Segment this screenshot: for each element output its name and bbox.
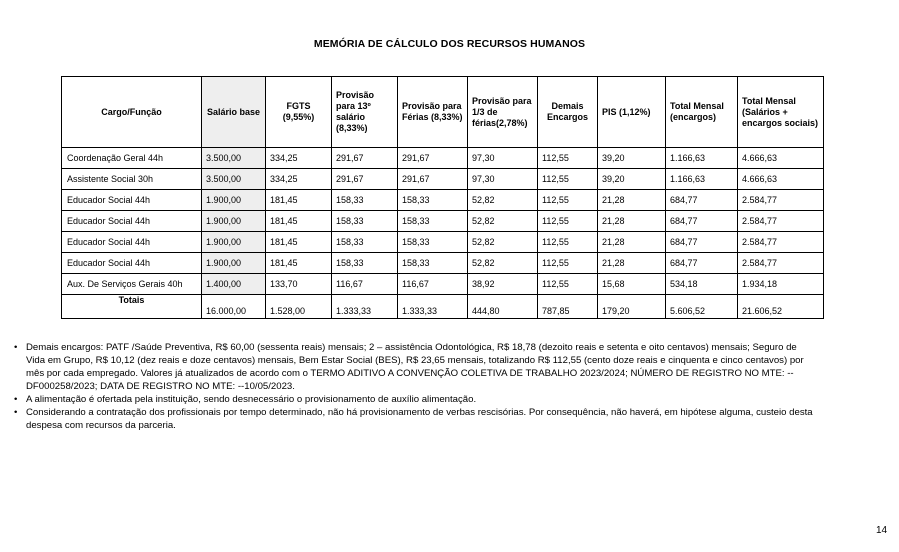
value-cell: 39,20 (598, 148, 666, 169)
value-cell: 1.400,00 (202, 274, 266, 295)
value-cell: 334,25 (266, 169, 332, 190)
note-text: A alimentação é ofertada pela instituição, sendo desnecessário o provisionamento de auxílio alimentação. (26, 394, 477, 405)
total-cell: 1.333,33 (398, 295, 468, 319)
value-cell: 2.584,77 (738, 190, 824, 211)
header-total-mensal: Total Mensal (Salários + encargos sociais) (738, 77, 824, 148)
value-cell: 181,45 (266, 232, 332, 253)
total-cell: 5.606,52 (666, 295, 738, 319)
cargo-cell: Assistente Social 30h (62, 169, 202, 190)
value-cell: 1.900,00 (202, 211, 266, 232)
value-cell: 97,30 (468, 169, 538, 190)
value-cell: 52,82 (468, 190, 538, 211)
table-header-row (62, 77, 824, 148)
header-ferias: Provisão para Férias (8,33%) (398, 77, 468, 148)
value-cell: 181,45 (266, 253, 332, 274)
value-cell: 2.584,77 (738, 253, 824, 274)
value-cell: 684,77 (666, 232, 738, 253)
value-cell: 158,33 (332, 232, 398, 253)
bullet-icon: • (14, 342, 18, 353)
value-cell: 116,67 (398, 274, 468, 295)
cargo-cell: Educador Social 44h (62, 253, 202, 274)
cargo-cell: Coordenação Geral 44h (62, 148, 202, 169)
total-cell: 1.528,00 (266, 295, 332, 319)
header-terco-ferias: Provisão para 1/3 de férias(2,78%) (468, 77, 538, 148)
value-cell: 112,55 (538, 169, 598, 190)
value-cell: 334,25 (266, 148, 332, 169)
note-item (14, 341, 814, 393)
value-cell: 112,55 (538, 190, 598, 211)
value-cell: 112,55 (538, 148, 598, 169)
value-cell: 158,33 (398, 232, 468, 253)
page-number: 14 (876, 525, 888, 536)
note-text: Considerando a contratação dos profissionais por tempo determinado, não há provisionamento de verbas rescisórias. Por consequência, não haverá, em hipótese alguma, custeio desta despesa com recursos da parceria. (26, 407, 813, 431)
header-fgts: FGTS (9,55%) (266, 77, 332, 148)
value-cell: 684,77 (666, 253, 738, 274)
value-cell: 3.500,00 (202, 148, 266, 169)
value-cell: 684,77 (666, 211, 738, 232)
value-cell: 97,30 (468, 148, 538, 169)
note-text: Demais encargos: PATF /Saúde Preventiva, R$ 60,00 (sessenta reais) mensais; 2 – assistência Odontológica, R$ 18,78 (dezoito reais e setenta e oito centavos) mensais; Seguro de Vida em Grupo, R$ 10,12 (dez reais e doze centavos) mensais, Bem Estar Social (BES), R$ 23,65 mensais, totalizando R$ 112,55 (cento doze reais e cinquenta e cinco centavos) por mês por cada empregado. Valores já atualizados de acordo com o TERMO ADITIVO A CONVENÇÃO COLETIVA DE TRABALHO 2023/2024; NÚMERO DE REGISTRO NO MTE: --DF000258/2023; DATA DE REGISTRO NO MTE: --10/05/2023. (26, 342, 804, 392)
value-cell: 158,33 (398, 253, 468, 274)
totals-label: Totais (62, 295, 202, 319)
value-cell: 133,70 (266, 274, 332, 295)
header-total-encargos: Total Mensal (encargos) (666, 77, 738, 148)
total-cell: 16.000,00 (202, 295, 266, 319)
value-cell: 291,67 (332, 169, 398, 190)
table-row (62, 232, 824, 253)
note-item (14, 393, 814, 406)
value-cell: 2.584,77 (738, 211, 824, 232)
value-cell: 52,82 (468, 253, 538, 274)
value-cell: 21,28 (598, 211, 666, 232)
header-demais-encargos: Demais Encargos (538, 77, 598, 148)
total-cell: 21.606,52 (738, 295, 824, 319)
value-cell: 4.666,63 (738, 148, 824, 169)
notes-list (14, 341, 814, 432)
header-salario: Salário base (202, 77, 266, 148)
value-cell: 181,45 (266, 190, 332, 211)
value-cell: 21,28 (598, 190, 666, 211)
value-cell: 1.900,00 (202, 253, 266, 274)
table-row (62, 169, 824, 190)
total-cell: 179,20 (598, 295, 666, 319)
totals-row (62, 295, 824, 319)
value-cell: 4.666,63 (738, 169, 824, 190)
value-cell: 158,33 (332, 211, 398, 232)
table-body (62, 148, 824, 295)
value-cell: 1.166,63 (666, 169, 738, 190)
cargo-cell: Educador Social 44h (62, 190, 202, 211)
value-cell: 1.166,63 (666, 148, 738, 169)
value-cell: 39,20 (598, 169, 666, 190)
value-cell: 291,67 (398, 148, 468, 169)
table-row (62, 274, 824, 295)
cargo-cell: Educador Social 44h (62, 232, 202, 253)
header-pis: PIS (1,12%) (598, 77, 666, 148)
value-cell: 158,33 (398, 190, 468, 211)
value-cell: 15,68 (598, 274, 666, 295)
value-cell: 1.900,00 (202, 232, 266, 253)
value-cell: 181,45 (266, 211, 332, 232)
table-row (62, 253, 824, 274)
total-cell: 444,80 (468, 295, 538, 319)
value-cell: 158,33 (332, 190, 398, 211)
hr-cost-table (61, 76, 824, 319)
value-cell: 38,92 (468, 274, 538, 295)
bullet-icon: • (14, 407, 18, 418)
table-row (62, 148, 824, 169)
value-cell: 158,33 (332, 253, 398, 274)
total-cell: 1.333,33 (332, 295, 398, 319)
value-cell: 534,18 (666, 274, 738, 295)
value-cell: 52,82 (468, 211, 538, 232)
value-cell: 291,67 (332, 148, 398, 169)
value-cell: 3.500,00 (202, 169, 266, 190)
total-cell: 787,85 (538, 295, 598, 319)
value-cell: 1.934,18 (738, 274, 824, 295)
value-cell: 158,33 (398, 211, 468, 232)
value-cell: 21,28 (598, 253, 666, 274)
value-cell: 52,82 (468, 232, 538, 253)
value-cell: 1.900,00 (202, 190, 266, 211)
value-cell: 291,67 (398, 169, 468, 190)
cargo-cell: Aux. De Serviços Gerais 40h (62, 274, 202, 295)
value-cell: 112,55 (538, 211, 598, 232)
value-cell: 112,55 (538, 232, 598, 253)
header-cargo: Cargo/Função (62, 77, 202, 148)
value-cell: 116,67 (332, 274, 398, 295)
table-row (62, 190, 824, 211)
cargo-cell: Educador Social 44h (62, 211, 202, 232)
value-cell: 21,28 (598, 232, 666, 253)
value-cell: 112,55 (538, 253, 598, 274)
note-item (14, 406, 814, 432)
table-row (62, 211, 824, 232)
header-decimo-terceiro: Provisão para 13º salário (8,33%) (332, 77, 398, 148)
page-title: MEMÓRIA DE CÁLCULO DOS RECURSOS HUMANOS (313, 38, 586, 50)
value-cell: 2.584,77 (738, 232, 824, 253)
value-cell: 684,77 (666, 190, 738, 211)
bullet-icon: • (14, 394, 18, 405)
value-cell: 112,55 (538, 274, 598, 295)
